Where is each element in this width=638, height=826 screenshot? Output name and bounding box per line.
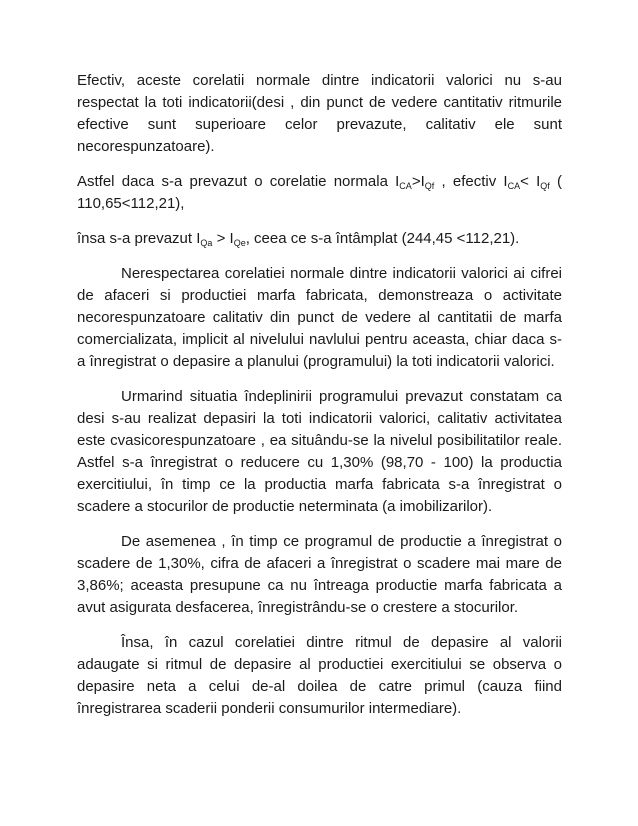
p2-sub-1: CA (399, 181, 412, 191)
p2-text-b: >I (411, 173, 425, 190)
p3-text-c: , ceea ce s-a întâmplat (244,45 <112,21). (245, 230, 520, 247)
p2-text-d: < I (520, 173, 541, 190)
paragraph-7: Însa, în cazul corelatiei dintre ritmul de depasire al valorii adaugate si ritmul de depasire al productiei exercitiului se observa o depasire neta a celui de-al doilea de catre primul (cauza fiind înregistrarea scaderii ponderii consumurilor intermediare). (77, 634, 562, 717)
p2-sub-3: CA (507, 181, 521, 191)
paragraph-3 (77, 228, 562, 250)
paragraph-4: Nerespectarea corelatiei normale dintre indicatorii valorici ai cifrei de afaceri si productiei marfa fabricata, demonstreaza o activitate necorespunzatoare calitativ din punct de vedere al cantitatii de marfa comercializata, implicit al nivelului navlului pentru aceasta, chiar daca s-a înregistrat o depasire a planului (programului) la toti indicatorii valorici. (77, 265, 562, 370)
p3-text-b: > I (212, 230, 234, 247)
p2-text-a: Astfel daca s-a prevazut o corelatie normala I (77, 173, 400, 190)
paragraph-6: De asemenea , în timp ce programul de productie a înregistrat o scadere de 1,30%, cifra de afaceri a înregistrat o scadere mai mare de 3,86%; aceasta presupune ca nu întreaga productie marfa fabricata a avut asigurata desfacerea, înregistrându-se o crestere a stocurilor. (77, 533, 562, 616)
paragraph-2 (77, 171, 562, 215)
p2-sub-4: Qf (540, 181, 550, 191)
paragraph-5: Urmarind situatia îndeplinirii programului prevazut constatam ca desi s-au realizat depasiri la toti indicatorii valorici, calitativ activitatea este cvasicorespunzatoare , ea situându-se la nivelul posibilitatilor reale. Astfel s-a înregistrat o reducere cu 1,30% (98,70 - 100) la productia exercitiului, în timp ce la productia marfa fabricata s-a înregistrat o scadere a stocurilor de productie neterminata (a imobilizarilor). (77, 388, 562, 515)
paragraph-1: Efectiv, aceste corelatii normale dintre indicatorii valorici nu s-au respectat la toti indicatorii(desi , din punct de vedere cantitativ ritmurile efective sunt superioare celor prevazute, calitativ ele sunt necorespunzatoare). (77, 72, 562, 155)
p3-sub-2: Qe (233, 238, 246, 248)
p2-text-e: ( 110,65<112,21), (77, 173, 562, 212)
p3-sub-1: Qa (200, 238, 213, 248)
document-body (77, 70, 562, 733)
p2-sub-2: Qf (424, 181, 435, 191)
p3-text-a: însa s-a prevazut I (77, 230, 201, 247)
p2-text-c: , efectiv I (434, 173, 508, 190)
